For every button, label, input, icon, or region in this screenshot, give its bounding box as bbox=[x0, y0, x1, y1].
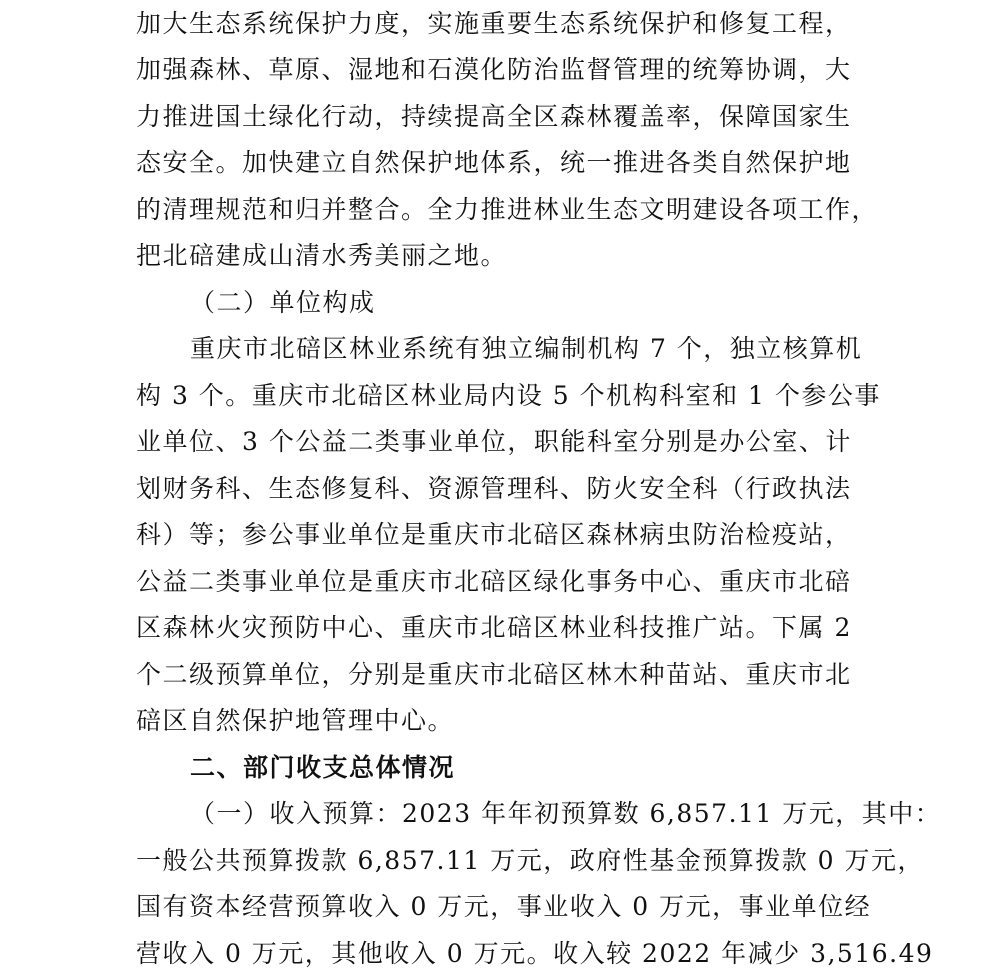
paragraph-line: 公益二类事业单位是重庆市北碚区绿化事务中心、重庆市北碚 bbox=[136, 567, 852, 596]
paragraph-line: 态安全。加快建立自然保护地体系，统一推进各类自然保护地 bbox=[136, 148, 852, 177]
paragraph-line: 的清理规范和归并整合。全力推进林业生态文明建设各项工作， bbox=[136, 195, 879, 224]
paragraph-line: 力推进国土绿化行动，持续提高全区森林覆盖率，保障国家生 bbox=[136, 102, 852, 131]
paragraph-line: 个二级预算单位，分别是重庆市北碚区林木种苗站、重庆市北 bbox=[136, 660, 852, 689]
paragraph-line: 科）等；参公事业单位是重庆市北碚区森林病虫防治检疫站， bbox=[136, 520, 852, 549]
paragraph-line: 营收入 0 万元，其他收入 0 万元。收入较 2022 年减少 3,516.49 bbox=[136, 939, 934, 968]
main-heading: 二、部门收支总体情况 bbox=[190, 753, 456, 782]
paragraph-line: 加大生态系统保护力度，实施重要生态系统保护和修复工程， bbox=[136, 9, 852, 38]
paragraph-line: 一般公共预算拨款 6,857.11 万元，政府性基金预算拨款 0 万元， bbox=[136, 846, 925, 875]
paragraph-line: 重庆市北碚区林业系统有独立编制机构 7 个，独立核算机 bbox=[190, 334, 863, 363]
paragraph-line: 把北碚建成山清水秀美丽之地。 bbox=[136, 241, 508, 270]
paragraph-line: 国有资本经营预算收入 0 万元，事业收入 0 万元，事业单位经 bbox=[136, 892, 872, 921]
paragraph-line: 构 3 个。重庆市北碚区林业局内设 5 个机构科室和 1 个参公事 bbox=[136, 381, 881, 410]
section-heading: （二）单位构成 bbox=[190, 288, 376, 317]
paragraph-line: （一）收入预算：2023 年年初预算数 6,857.11 万元，其中： bbox=[190, 799, 942, 828]
paragraph-line: 加强森林、草原、湿地和石漠化防治监督管理的统筹协调，大 bbox=[136, 55, 852, 84]
paragraph-line: 划财务科、生态修复科、资源管理科、防火安全科（行政执法 bbox=[136, 474, 852, 503]
paragraph-line: 碚区自然保护地管理中心。 bbox=[136, 706, 455, 735]
paragraph-line: 业单位、3 个公益二类事业单位，职能科室分别是办公室、计 bbox=[136, 427, 852, 456]
paragraph-line: 区森林火灾预防中心、重庆市北碚区林业科技推广站。下属 2 bbox=[136, 613, 852, 642]
